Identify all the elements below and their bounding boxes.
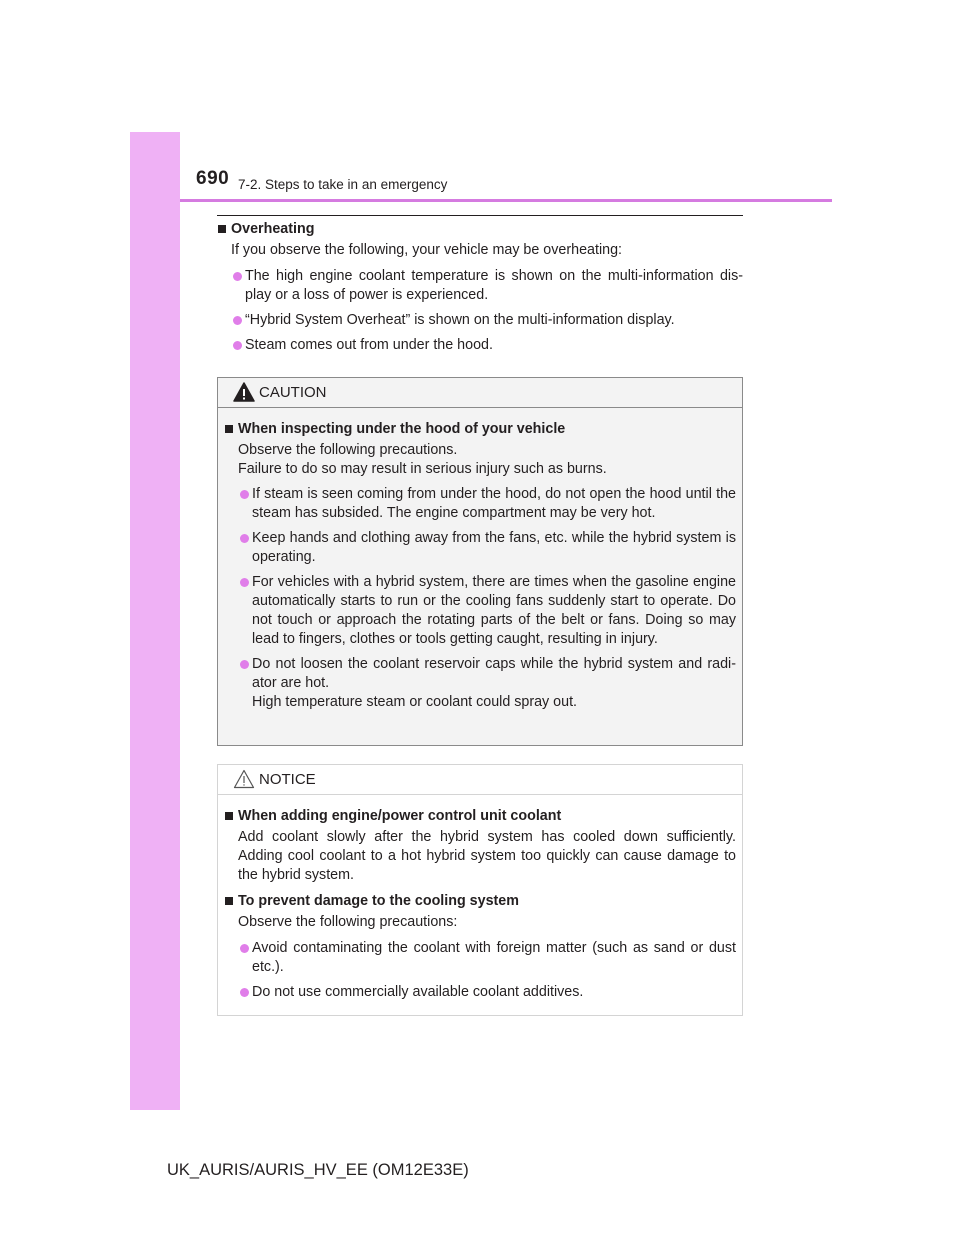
caution-header [218,378,742,408]
overheating-bullet-3: Steam comes out from under the hood. [217,336,743,355]
document-code: UK_AURIS/AURIS_HV_EE (OM12E33E) [167,1161,469,1179]
notice-heading-1: When adding engine/power control unit coolant [224,807,736,826]
caution-intro-2: Failure to do so may result in serious injury such as burns. [238,461,607,477]
overheating-section [217,220,743,355]
overheating-bullet-2: “Hybrid System Overheat” is shown on the multi-information display. [217,311,743,330]
notice-text-2: Observe the following precautions: [238,914,458,930]
notice-heading-2: To prevent damage to the cooling system [224,892,736,911]
caution-heading: When inspecting under the hood of your vehicle [224,420,736,439]
warning-outline-icon [233,769,255,789]
notice-title: NOTICE [259,771,316,788]
overheating-intro: If you observe the following, your vehicle may be overheating: [231,242,623,258]
notice-bullet-2: Do not use commercially available coolant additives. [224,983,736,1002]
notice-bullet-1: Avoid contaminating the coolant with foreign matter (such as sand or dust etc.). [224,939,736,977]
caution-bullet-4 [224,655,736,712]
caution-bullet-4-text: Do not loosen the coolant reservoir caps while the hybrid system and radi-ator are hot. [252,656,736,691]
notice-header [218,765,742,795]
notice-body [218,795,742,1010]
caution-bullet-4-extra: High temperature steam or coolant could spray out. [252,694,578,710]
caution-intro-1: Observe the following precautions. [238,442,458,458]
caution-bullet-2: Keep hands and clothing away from the fans, etc. while the hybrid system is operating. [224,529,736,567]
caution-body [218,408,742,720]
overheating-bullet-1: The high engine coolant temperature is shown on the multi-information dis-play or a loss of power is experienced. [217,267,743,305]
side-tab-bar [130,132,180,1110]
caution-bullet-1: If steam is seen coming from under the hood, do not open the hood until the steam has subsided. The engine compartment may be very hot. [224,485,736,523]
warning-filled-icon [233,382,255,402]
notice-box [217,764,743,1016]
section-title: 7-2. Steps to take in an emergency [238,177,448,192]
content-rule [217,215,743,216]
overheating-heading: Overheating [217,220,743,239]
notice-text-1: Add coolant slowly after the hybrid system has cooled down sufficiently. Adding cool coolant to a hot hybrid system too quickly can cause damage to the hybrid system. [238,829,736,883]
page-number: 690 [196,168,230,189]
header-divider [180,199,832,202]
caution-bullet-3: For vehicles with a hybrid system, there are times when the gasoline engine automatically starts to run or the cooling fans suddenly start to operate. Do not touch or approach the rotating parts of the belt or fans. Doing so may lead to fingers, clothes or tools getting caught, resulting in injury. [224,573,736,649]
caution-box [217,377,743,746]
caution-title: CAUTION [259,384,327,401]
